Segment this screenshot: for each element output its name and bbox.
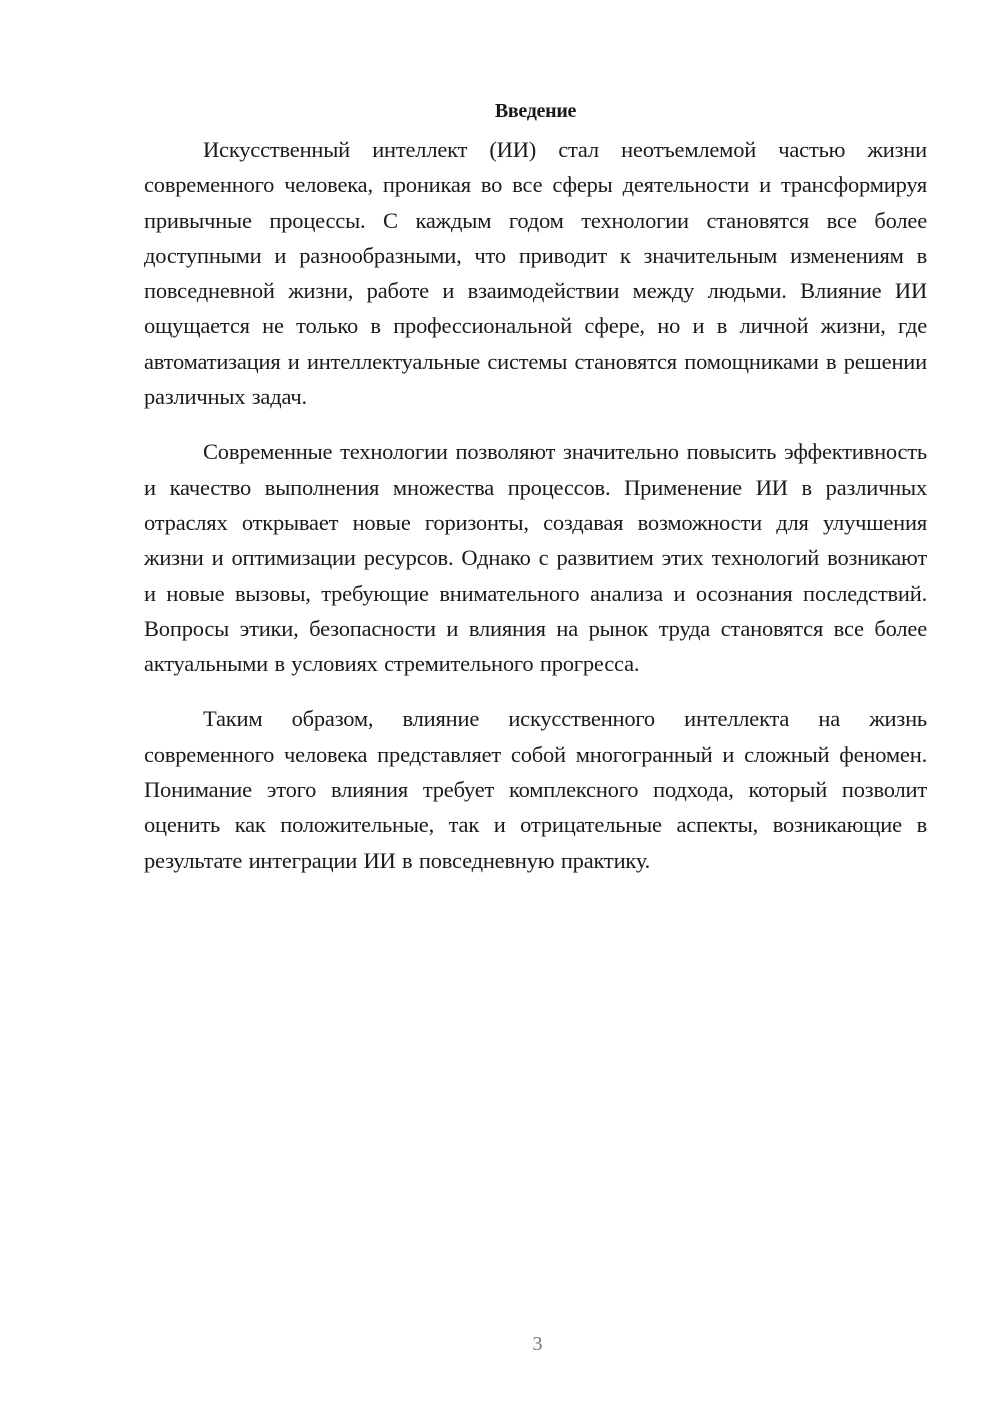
paragraph-1: Искусственный интеллект (ИИ) стал неотъемлемой частью жизни современного человека, проникая во все сферы деятельности и трансформируя привычные процессы. С каждым годом технологии становятся все более доступными и разнообразными, что приводит к значительным изменениям в повседневной жизни, работе и взаимодействии между людьми. Влияние ИИ ощущается не только в профессиональной сфере, но и в личной жизни, где автоматизация и интеллектуальные системы становятся помощниками в решении различных задач. (144, 137, 927, 410)
section-title: Введение (494, 100, 577, 122)
paragraph-2: Современные технологии позволяют значительно повысить эффективность и качество выполнения множества процессов. Применение ИИ в различных отраслях открывает новые горизонты, создавая возможности для улучшения жизни и оптимизации ресурсов. Однако с развитием этих технологий возникают и новые вызовы, требующие внимательного анализа и осознания последствий. Вопросы этики, безопасности и влияния на рынок труда становятся все более актуальными в условиях стремительного прогресса. (144, 439, 927, 677)
page-content (144, 95, 927, 898)
page-number: 3 (532, 1333, 543, 1355)
paragraph-3: Таким образом, влияние искусственного интеллекта на жизнь современного человека представляет собой многогранный и сложный феномен. Понимание этого влияния требует комплексного подхода, который позволит оценить как положительные, так и отрицательные аспекты, возникающие в результате интеграции ИИ в повседневную практику. (144, 706, 927, 873)
